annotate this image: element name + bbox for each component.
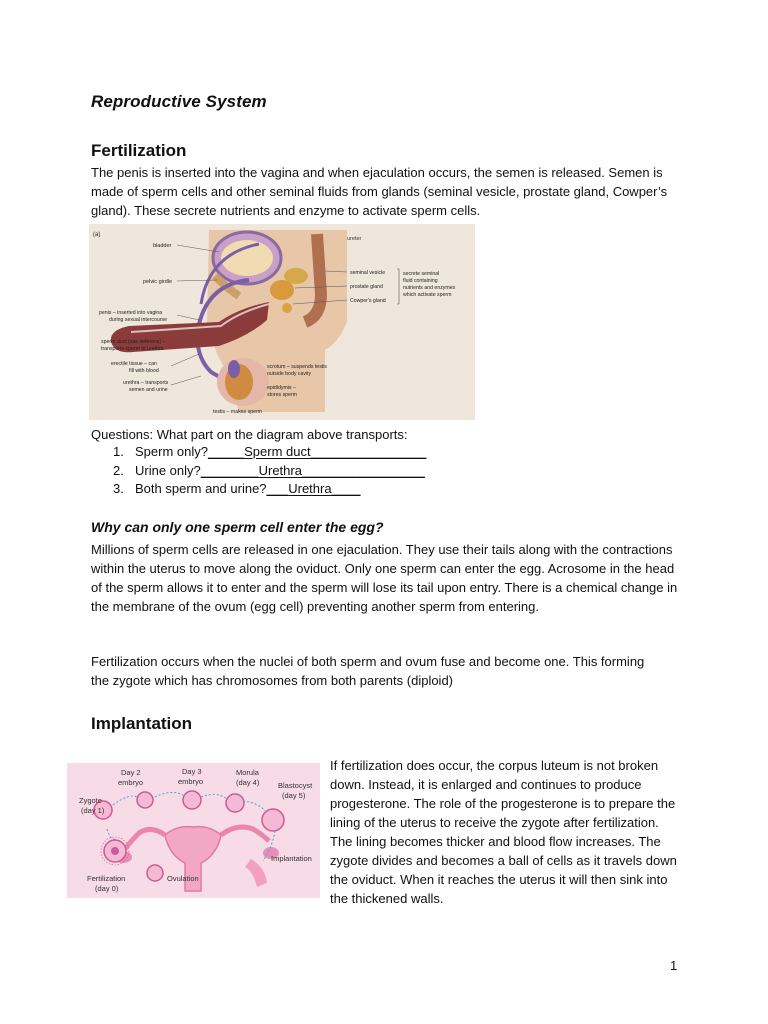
question-1-blank-post: ________________ (310, 444, 427, 459)
label-urethra-1: urethra – transports (123, 380, 169, 386)
implantation-paragraph: If fertilization does occur, the corpus luteum is not broken down. Instead, it is enlarged and continues to produce progesterone. The role of the progesterone is to prepare the lining of the uterus to receive the zygote after fertilization. The lining becomes thicker and blood flow increases. The zygote divides and becomes a ball of cells as it travels down the oviduct. When it reaches the uterus it will then sink into the thickened walls. (330, 758, 677, 906)
label-zygote-2: (day 1) (81, 806, 105, 815)
question-1 (91, 443, 426, 462)
label-bladder: bladder (153, 243, 172, 249)
question-1-answer: Sperm duct (244, 444, 311, 459)
label-fertilization-1: Fertilization (87, 874, 126, 883)
label-fertilization-2: (day 0) (95, 884, 119, 893)
question-1-blank-pre: _____ (207, 444, 245, 459)
label-sperm-duct-1: sperm duct (vas deferens) – (101, 339, 166, 345)
fusion-paragraph: Fertilization occurs when the nuclei of both sperm and ovum fuse and become one. This forming the zygote which has chromosomes from both parents (diploid) (91, 654, 645, 688)
questions-prompt: Questions: What part on the diagram above transports: (91, 427, 408, 442)
blastocyst-cell (262, 809, 284, 831)
label-implantation: Implantation (271, 854, 312, 863)
label-glands-note-1: secrete seminal (403, 271, 440, 277)
label-morula-2: (day 4) (236, 778, 260, 787)
label-day3-2: embryo (178, 777, 204, 786)
label-zygote-1: Zygote (79, 796, 102, 805)
label-urethra-2: semen and urine (129, 387, 168, 393)
question-2 (91, 462, 426, 481)
label-ureter: ureter (347, 236, 362, 242)
label-erectile-2: fill with blood (129, 368, 159, 374)
question-2-number: 2. (113, 462, 124, 478)
question-2-answer: Urethra (258, 462, 302, 478)
question-2-blank-pre: ________ (200, 462, 259, 478)
label-seminal-vesicle: seminal vesicle (350, 270, 386, 276)
document-title: Reproductive System (91, 92, 267, 111)
label-pelvic-girdle: pelvic girdle (143, 279, 173, 285)
question-3-prompt: Both sperm and urine? (135, 481, 267, 496)
question-3-blank-post: ____ (331, 481, 361, 496)
label-morula-1: Morula (236, 768, 259, 777)
question-2-prompt: Urine only? (135, 462, 201, 478)
question-1-number: 1. (113, 444, 124, 459)
implantation-heading: Implantation (91, 714, 193, 733)
morula-cell (226, 794, 244, 812)
label-glands-note-3: nutrients and enzymes (403, 285, 456, 291)
label-blastocyst-1: Blastocyst (278, 781, 313, 790)
label-blastocyst-2: (day 5) (282, 791, 306, 800)
fertilization-intro: The penis is inserted into the vagina and when ejaculation occurs, the semen is released. Semen is made of sperm cells and other seminal fluids from glands (seminal vesicle, prostate gland, Cowper’s gland). These secrete nutrients and enzyme to activate sperm cells. (91, 165, 668, 218)
label-testis: testis – makes sperm (213, 409, 263, 415)
label-scrotum-2: outside body cavity (267, 371, 312, 377)
question-1-prompt: Sperm only? (135, 444, 208, 459)
label-penis-2: during sexual intercourse (109, 317, 167, 323)
label-sperm-duct-2: transports sperm to urethra (101, 346, 164, 352)
panel-label: (a) (93, 232, 101, 238)
questions-list (91, 443, 426, 499)
implantation-diagram (67, 763, 320, 898)
label-erectile-1: erectile tissue – can (111, 361, 157, 367)
why-heading: Why can only one sperm cell enter the egg? (91, 519, 384, 535)
day3-embryo-cell (183, 791, 201, 809)
zygote-nucleus (111, 847, 119, 855)
label-cowpers: Cowper's gland (350, 298, 386, 304)
label-ovulation: Ovulation (167, 874, 199, 883)
question-3-blank-pre: ___ (266, 481, 289, 496)
cowpers-gland-shape (282, 303, 292, 313)
label-day2-1: Day 2 (121, 768, 141, 777)
label-epididymis-2: stores sperm (267, 392, 297, 398)
prostate-gland-shape (270, 280, 294, 300)
question-3 (91, 480, 426, 499)
label-glands-note-2: fluid containing (403, 278, 438, 284)
label-day3-1: Day 3 (182, 767, 202, 776)
question-3-number: 3. (113, 481, 124, 496)
label-epididymis-1: epididymis – (267, 385, 296, 391)
label-prostate: prostate gland (350, 284, 383, 290)
fertilization-heading: Fertilization (91, 141, 187, 160)
why-paragraph: Millions of sperm cells are released in one ejaculation. They use their tails along with the contractions within the uterus to move along the oviduct. Only one sperm can enter the egg. Acrosome in the head of the sperm allows it to enter and the sperm will lose its tail upon entry. There is a chemical change in the membrane of the ovum (egg cell) preventing another sperm from entering. (91, 542, 678, 614)
label-penis-1: penis – inserted into vagina (99, 310, 163, 316)
day2-embryo-cell (137, 792, 153, 808)
bladder-inner (221, 240, 273, 276)
ovulation-cell (147, 865, 163, 881)
question-3-answer: Urethra (288, 481, 332, 496)
label-day2-2: embryo (118, 778, 144, 787)
page-number: 1 (670, 958, 678, 973)
label-glands-note-4: which activate sperm (403, 292, 452, 298)
question-2-blank-post: _________________ (301, 462, 425, 478)
epididymis-shape (228, 360, 240, 378)
male-reproductive-diagram (89, 224, 475, 420)
label-scrotum-1: scrotum – suspends testis (267, 364, 327, 370)
